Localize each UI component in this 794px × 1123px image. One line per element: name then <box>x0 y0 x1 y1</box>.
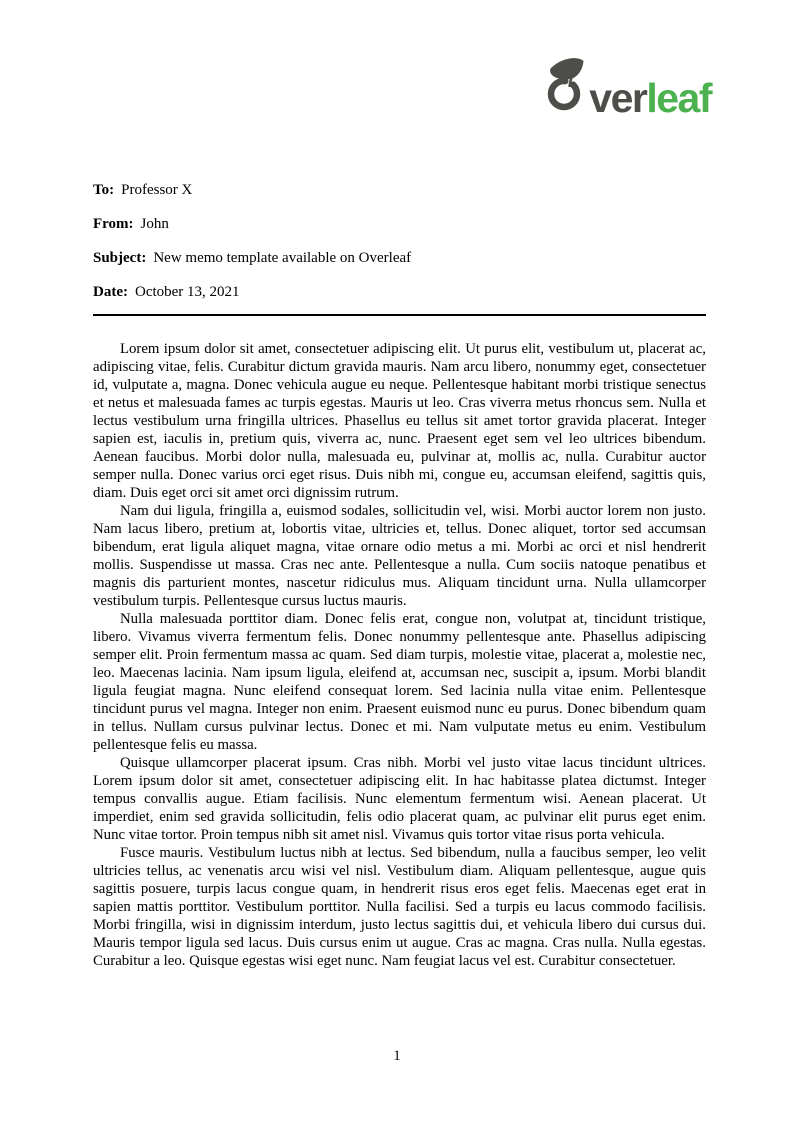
body-paragraph-4: Quisque ullamcorper placerat ipsum. Cras nibh. Morbi vel justo vitae lacus tincidunt ultrices. Lorem ipsum dolor sit amet, consectetuer adipiscing elit. In hac habitasse platea dictumst. Integer tempus convallis augue. Etiam facilisis. Nunc elementum fermentum wisi. Aenean placerat. Ut imperdiet, enim sed gravida sollicitudin, felis odio placerat quam, ac pulvinar elit purus eget enim. Nunc vitae tortor. Proin tempus nibh sit amet nisl. Vivamus quis tortor vitae risus porta vehicula. <box>93 755 706 843</box>
memo-field-to <box>93 183 706 198</box>
memo-field-from-value: John <box>140 216 169 232</box>
memo-field-subject-label: Subject: <box>93 250 147 266</box>
memo-body <box>93 340 706 970</box>
body-paragraph-1: Lorem ipsum dolor sit amet, consectetuer adipiscing elit. Ut purus elit, vestibulum ut, placerat ac, adipiscing vitae, felis. Curabitur dictum gravida mauris. Nam arcu libero, nonummy eget, consectetuer id, vulputate a, magna. Donec vehicula augue eu neque. Pellentesque habitant morbi tristique senectus et netus et malesuada fames ac turpis egestas. Mauris ut leo. Cras viverra metus rhoncus sem. Nulla et lectus vestibulum urna fringilla ultrices. Phasellus eu tellus sit amet tortor gravida placerat. Integer sapien est, iaculis in, pretium quis, viverra ac, nunc. Praesent eget sem vel leo ultrices bibendum. Aenean faucibus. Morbi dolor nulla, malesuada eu, pulvinar at, mollis ac, nulla. Curabitur auctor semper nulla. Donec varius orci eget risus. Duis nibh mi, congue eu, accumsan eleifend, sagittis quis, diam. Duis eget orci sit amet orci dignissim rutrum. <box>93 341 706 501</box>
memo-header <box>93 183 706 319</box>
body-paragraph-5: Fusce mauris. Vestibulum luctus nibh at lectus. Sed bibendum, nulla a faucibus semper, leo velit ultricies tellus, ac venenatis arcu wisi vel nisl. Vestibulum diam. Aliquam pellentesque, augue quis sagittis posuere, turpis lacus congue quam, in hendrerit risus eros eget felis. Maecenas eget erat in sapien mattis porttitor. Vestibulum porttitor. Nulla facilisi. Sed a turpis eu lacus commodo facilisis. Morbi fringilla, wisi in dignissim interdum, justo lectus sagittis dui, et vehicula libero dui cursus dui. Mauris tempor ligula sed lacus. Duis cursus enim ut augue. Cras ac magna. Cras nulla. Nulla egestas. Curabitur a leo. Quisque egestas wisi eget nunc. Nam feugiat lacus vel est. Curabitur consectetuer. <box>93 845 706 969</box>
memo-field-from <box>93 217 706 232</box>
header-rule <box>93 314 706 316</box>
memo-field-date <box>93 285 706 300</box>
logo-text-leaf: leaf <box>646 75 711 121</box>
memo-field-subject <box>93 251 706 266</box>
logo-text-ver: ver <box>589 75 647 121</box>
body-paragraph-2: Nam dui ligula, fringilla a, euismod sodales, sollicitudin vel, wisi. Morbi auctor lorem non justo. Nam lacus libero, pretium at, lobortis vitae, ultricies et, tellus. Donec aliquet, tortor sed accumsan bibendum, erat ligula aliquet magna, vitae ornare odio metus a mi. Morbi ac orci et nisl hendrerit mollis. Suspendisse ut massa. Cras nec ante. Pellentesque a nulla. Cum sociis natoque penatibus et magnis dis parturient montes, nascetur ridiculus mus. Aliquam tincidunt urna. Nulla ullamcorper vestibulum turpis. Pellentesque cursus luctus mauris. <box>93 503 706 609</box>
memo-field-from-label: From: <box>93 216 134 232</box>
memo-field-date-value: October 13, 2021 <box>134 284 240 300</box>
page-number: 1 <box>393 1048 401 1064</box>
body-paragraph-3: Nulla malesuada porttitor diam. Donec felis erat, congue non, volutpat at, tincidunt tristique, libero. Vivamus viverra fermentum felis. Donec nonummy pellentesque ante. Phasellus adipiscing semper elit. Proin fermentum massa ac quam. Sed diam turpis, molestie vitae, placerat a, molestie nec, leo. Maecenas lacinia. Nam ipsum ligula, eleifend at, accumsan nec, suscipit a, ipsum. Morbi blandit ligula feugiat magna. Nunc eleifend consequat lorem. Sed lacinia nulla vitae enim. Pellentesque tincidunt purus vel magna. Integer non enim. Praesent euismod nunc eu purus. Donec bibendum quam in tellus. Nullam cursus pulvinar lectus. Donec et mi. Nam vulputate metus eu enim. Vestibulum pellentesque felis eu massa. <box>93 611 706 753</box>
memo-field-to-label: To: <box>93 182 115 198</box>
memo-field-subject-value: New memo template available on Overleaf <box>153 250 412 266</box>
overleaf-leaf-icon <box>545 57 587 111</box>
memo-field-date-label: Date: <box>93 284 128 300</box>
memo-field-to-value: Professor X <box>121 182 193 198</box>
overleaf-logo <box>545 57 711 121</box>
